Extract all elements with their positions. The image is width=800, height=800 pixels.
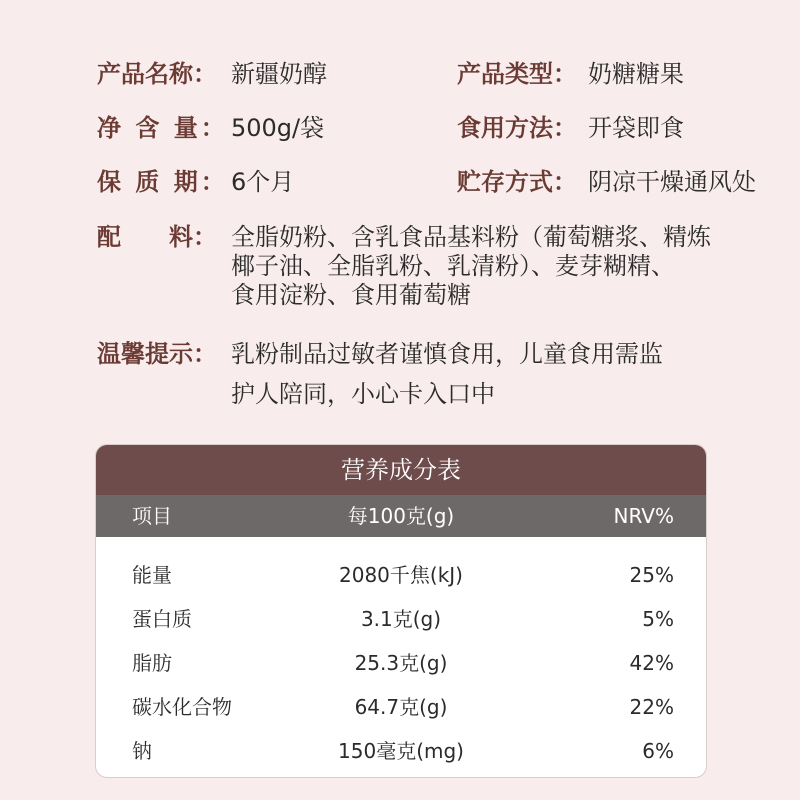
nutrition-table-title: 营养成分表 — [96, 445, 706, 495]
tips-text — [231, 334, 731, 414]
ingredients-label: 配 料： — [97, 223, 217, 251]
row-item: 钠 — [132, 739, 152, 763]
row-per100: 2080千焦(kJ) — [339, 563, 463, 587]
row-item: 脂肪 — [132, 651, 172, 675]
product-type-value: 奶糖糖果 — [588, 60, 684, 88]
product-name-label: 产品名称： — [97, 60, 217, 88]
tips-line: 乳粉制品过敏者谨慎食用，儿童食用需监 — [231, 340, 663, 368]
shelf-life-label: 保 质 期： — [97, 168, 228, 196]
product-type-label: 产品类型： — [457, 60, 577, 88]
row-item: 能量 — [132, 563, 172, 587]
ingredients-line: 食用淀粉、食用葡萄糖 — [231, 281, 471, 309]
row-item: 碳水化合物 — [132, 695, 232, 719]
ingredients-text — [231, 223, 771, 310]
storage-label: 贮存方式： — [457, 168, 577, 196]
row-per100: 150毫克(mg) — [338, 739, 464, 763]
net-content-label: 净 含 量： — [97, 114, 228, 142]
row-nrv: 5% — [642, 607, 674, 631]
table-row — [96, 685, 706, 729]
table-row — [96, 553, 706, 597]
usage-label: 食用方法： — [457, 114, 577, 142]
product-name-value: 新疆奶醇 — [231, 60, 327, 88]
ingredients-line: 椰子油、全脂乳粉、乳清粉）、麦芽糊精、 — [231, 252, 675, 280]
table-row — [96, 597, 706, 641]
tips-label: 温馨提示： — [97, 340, 217, 368]
nutrition-table-header — [96, 495, 706, 537]
ingredients-row — [97, 223, 237, 251]
info-row-product-type — [457, 60, 787, 88]
shelf-life-value: 6个月 — [231, 168, 295, 196]
row-nrv: 22% — [629, 695, 674, 719]
header-nrv: NRV% — [613, 504, 674, 528]
nutrition-table — [95, 444, 707, 778]
ingredients-line: 全脂奶粉、含乳食品基料粉（葡萄糖浆、精炼 — [231, 223, 711, 251]
storage-value: 阴凉干燥通风处 — [588, 168, 756, 196]
nutrition-table-body — [96, 537, 706, 773]
row-per100: 64.7克(g) — [354, 695, 448, 719]
header-per100: 每100克(g) — [347, 504, 455, 528]
header-item: 项目 — [132, 504, 172, 528]
row-per100: 3.1克(g) — [360, 607, 442, 631]
row-item: 蛋白质 — [132, 607, 192, 631]
net-content-value: 500g/袋 — [231, 114, 325, 142]
info-row-net-content — [97, 114, 437, 142]
table-row — [96, 729, 706, 773]
info-row-usage — [457, 114, 787, 142]
info-row-shelf-life — [97, 168, 437, 196]
row-per100: 25.3克(g) — [354, 651, 448, 675]
table-row — [96, 641, 706, 685]
tips-line: 护人陪同，小心卡入口中 — [231, 380, 495, 408]
tips-row — [97, 340, 237, 368]
info-row-product-name — [97, 60, 437, 88]
row-nrv: 6% — [642, 739, 674, 763]
usage-value: 开袋即食 — [588, 114, 684, 142]
row-nrv: 25% — [629, 563, 674, 587]
row-nrv: 42% — [629, 651, 674, 675]
info-row-storage — [457, 168, 787, 196]
